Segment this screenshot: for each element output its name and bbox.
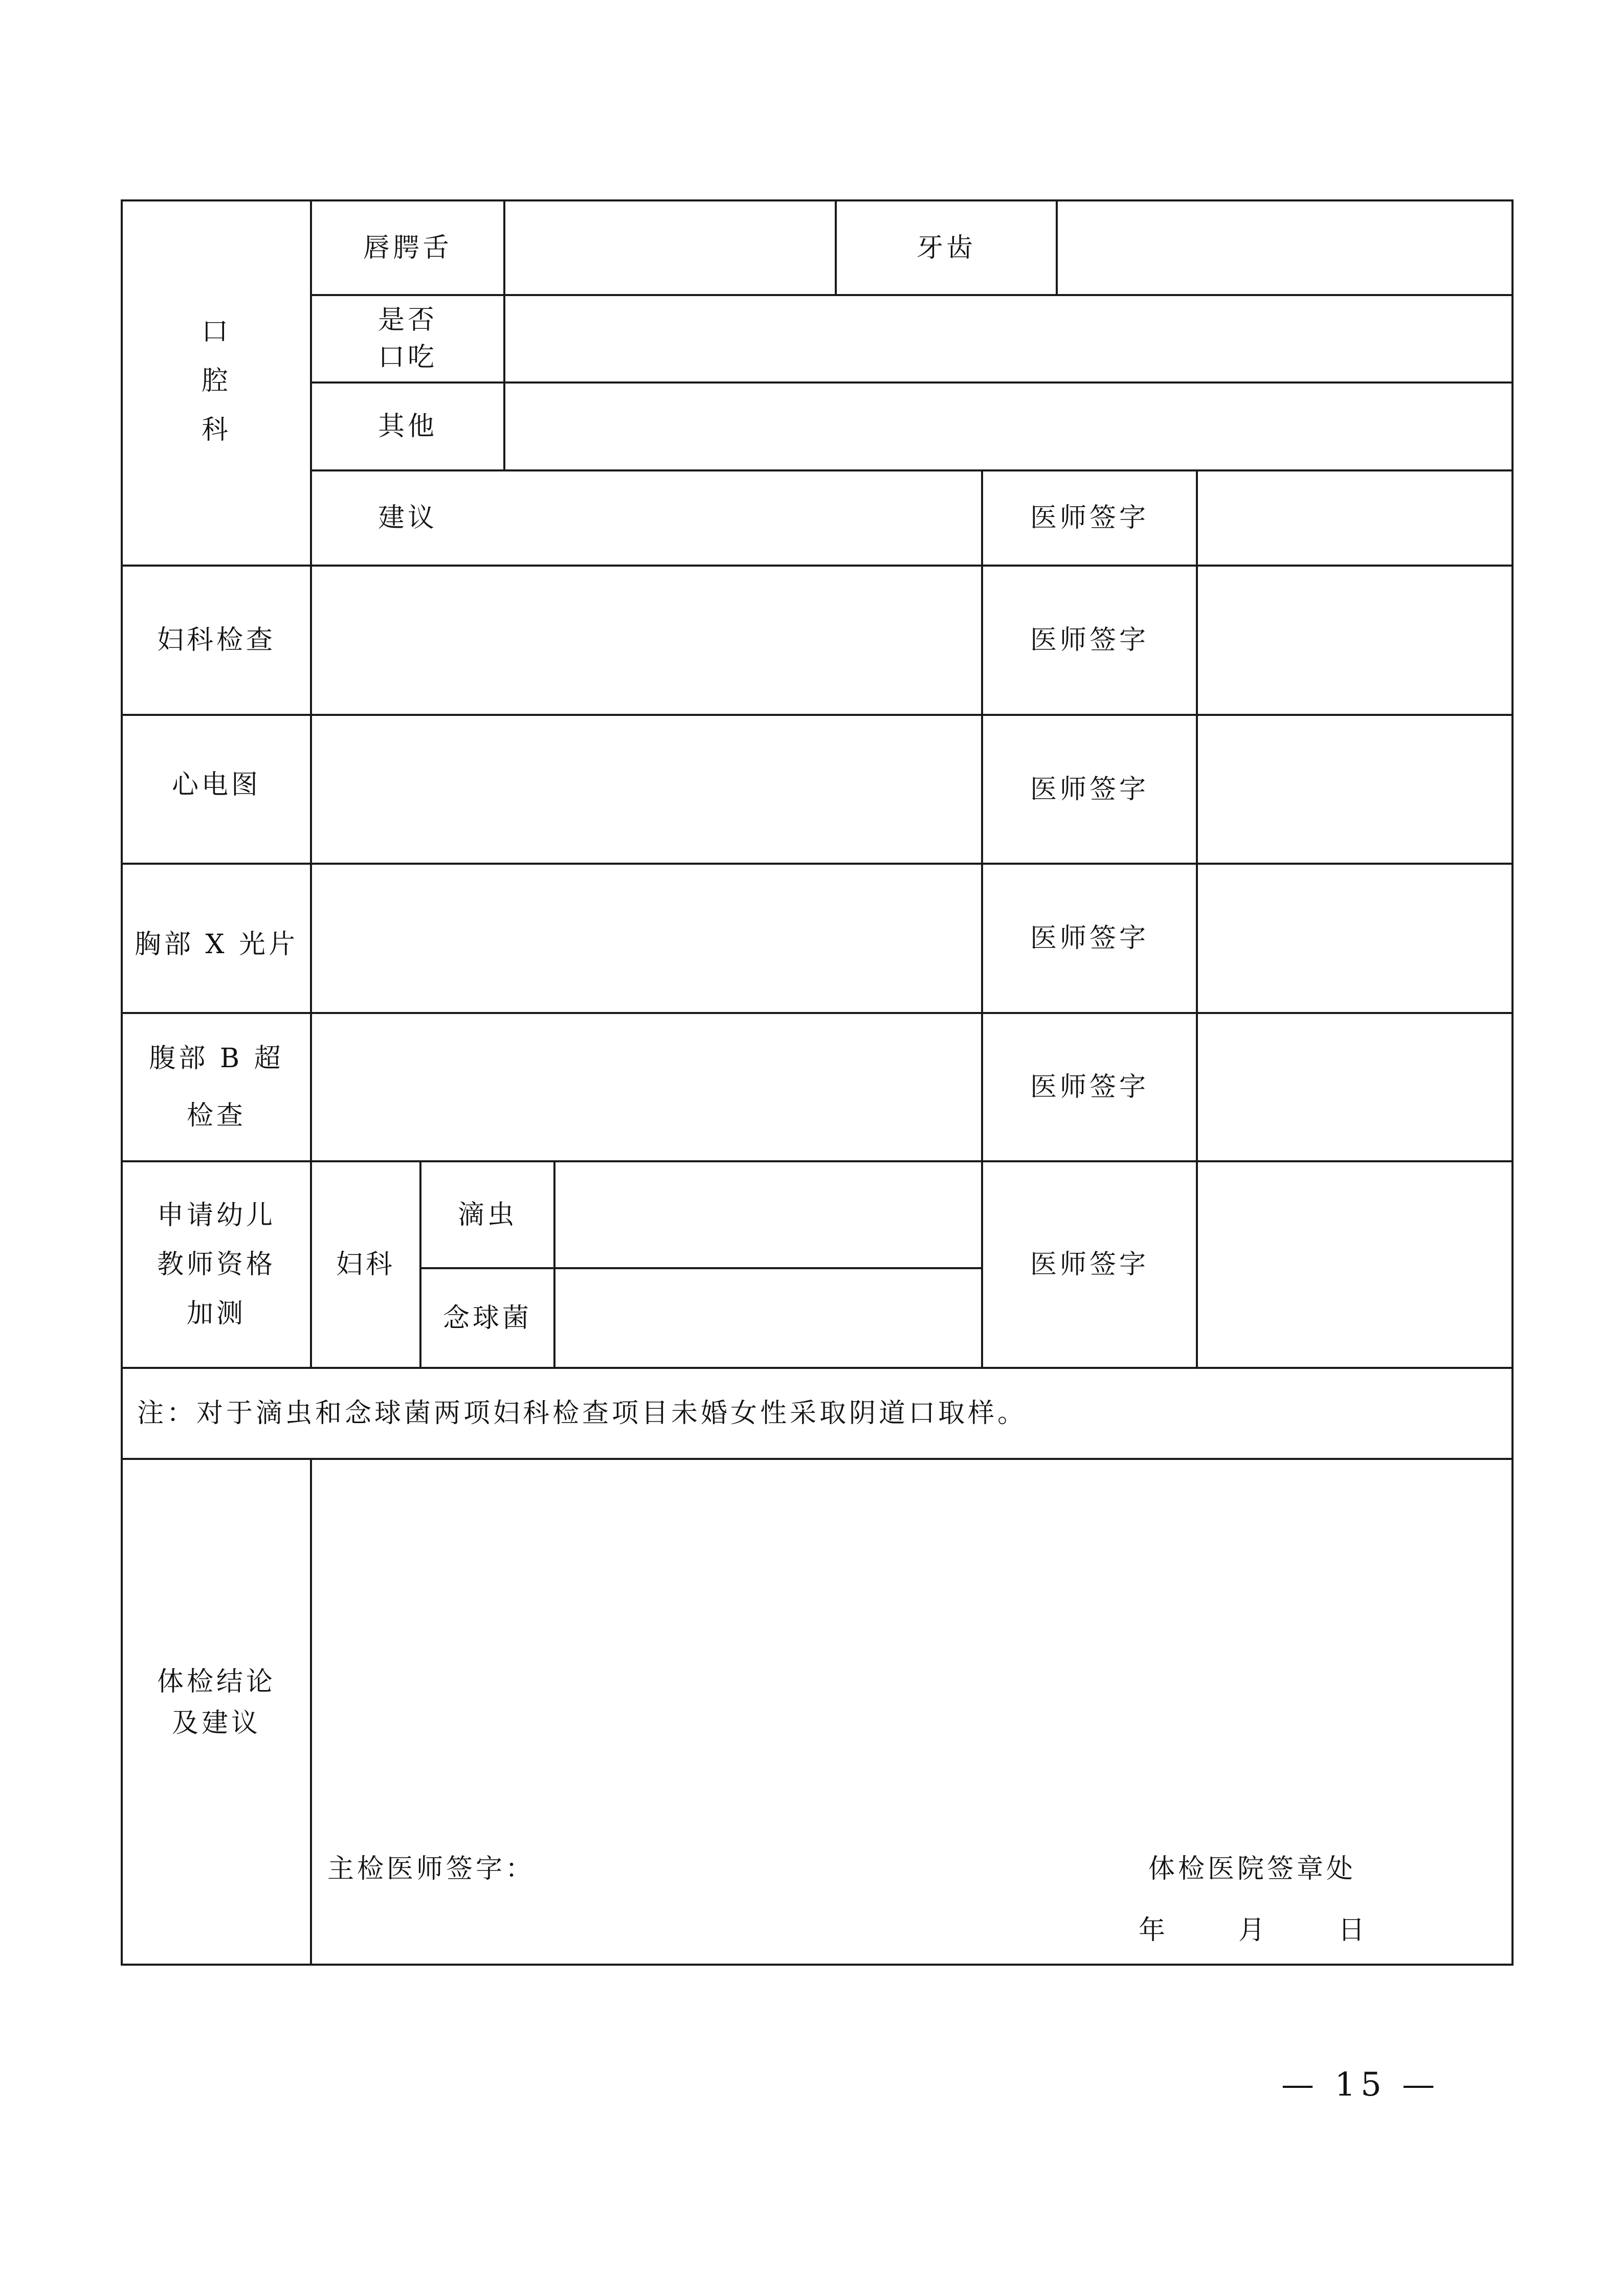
- candida-result-cell[interactable]: [555, 1269, 981, 1367]
- sampling-note: 注：对于滴虫和念球菌两项妇科检查项目未婚女性采取阴道口取样。: [137, 1398, 1028, 1429]
- teeth-label: 牙齿: [916, 232, 976, 263]
- xray-result-cell[interactable]: [312, 865, 981, 1012]
- oral-title-char: 口: [201, 317, 231, 347]
- hospital-seal-label: 体检医院签章处: [1148, 1854, 1356, 1884]
- oral-signature-cell[interactable]: [1198, 471, 1511, 565]
- oral-title-char: 腔: [201, 366, 231, 396]
- ecg-result-cell[interactable]: [312, 716, 981, 863]
- bultra-signature-label: 医师签字: [1030, 1072, 1149, 1102]
- stutter-label-line: 是否: [377, 304, 437, 335]
- trichomonas-label: 滴虫: [457, 1199, 517, 1230]
- preschool-label-line: 教师资格: [157, 1249, 276, 1280]
- bultra-label-line: 腹部 B 超: [149, 1043, 284, 1074]
- ecg-label: 心电图: [171, 770, 261, 800]
- stutter-label-line: 口吃: [377, 342, 437, 373]
- gyn-result-cell[interactable]: [312, 567, 981, 714]
- gyn-signature-cell[interactable]: [1198, 567, 1511, 714]
- table-border-bottom: [121, 1964, 1514, 1966]
- xray-signature-label: 医师签字: [1030, 923, 1149, 954]
- trichomonas-result-cell[interactable]: [555, 1162, 981, 1267]
- teeth-value-cell[interactable]: [1058, 201, 1511, 294]
- stutter-label: [312, 296, 503, 381]
- preschool-label-line: 申请幼儿: [157, 1200, 276, 1231]
- oral-section-title: [123, 297, 310, 465]
- gyn-label: 妇科检查: [157, 625, 276, 656]
- candida-label: 念球菌: [442, 1302, 532, 1334]
- chief-physician-signature: 主检医师签字：: [327, 1854, 536, 1884]
- ecg-signature-cell[interactable]: [1198, 716, 1511, 863]
- preschool-label: [123, 1162, 310, 1367]
- date-day: 日: [1338, 1915, 1368, 1946]
- advice-label: 建议: [377, 503, 437, 533]
- ecg-signature-label: 医师签字: [1030, 774, 1149, 805]
- xray-signature-cell[interactable]: [1198, 865, 1511, 1012]
- preschool-label-line: 加测: [186, 1298, 246, 1330]
- xray-label: 胸部 X 光片: [134, 929, 299, 960]
- oral-title-char: 科: [201, 415, 231, 445]
- lips-value-cell[interactable]: [505, 201, 835, 294]
- lips-label: 唇腭舌: [363, 232, 452, 263]
- preschool-category: 妇科: [336, 1249, 395, 1280]
- bultra-result-cell[interactable]: [312, 1014, 981, 1160]
- date-month: 月: [1238, 1915, 1268, 1946]
- page-number: — 15 —: [1281, 2066, 1440, 2104]
- bultra-signature-cell[interactable]: [1198, 1014, 1511, 1160]
- gyn-signature-label: 医师签字: [1030, 625, 1149, 656]
- conclusion-label-line: 及建议: [171, 1708, 261, 1739]
- other-label: 其他: [377, 411, 437, 442]
- preschool-signature-label: 医师签字: [1030, 1249, 1149, 1280]
- stutter-value-cell[interactable]: [505, 296, 1511, 381]
- advice-value-cell[interactable]: [505, 471, 981, 565]
- conclusion-label: [123, 1647, 310, 1759]
- bultra-label-line: 检查: [186, 1100, 246, 1131]
- conclusion-label-line: 体检结论: [157, 1667, 276, 1698]
- other-value-cell[interactable]: [505, 384, 1511, 469]
- date-year: 年: [1138, 1915, 1168, 1946]
- table-border-right: [1511, 199, 1514, 1966]
- bultra-label: [123, 1014, 310, 1160]
- conclusion-content-area[interactable]: [312, 1460, 1511, 1828]
- preschool-signature-cell[interactable]: [1198, 1162, 1511, 1367]
- oral-signature-label: 医师签字: [1030, 503, 1149, 533]
